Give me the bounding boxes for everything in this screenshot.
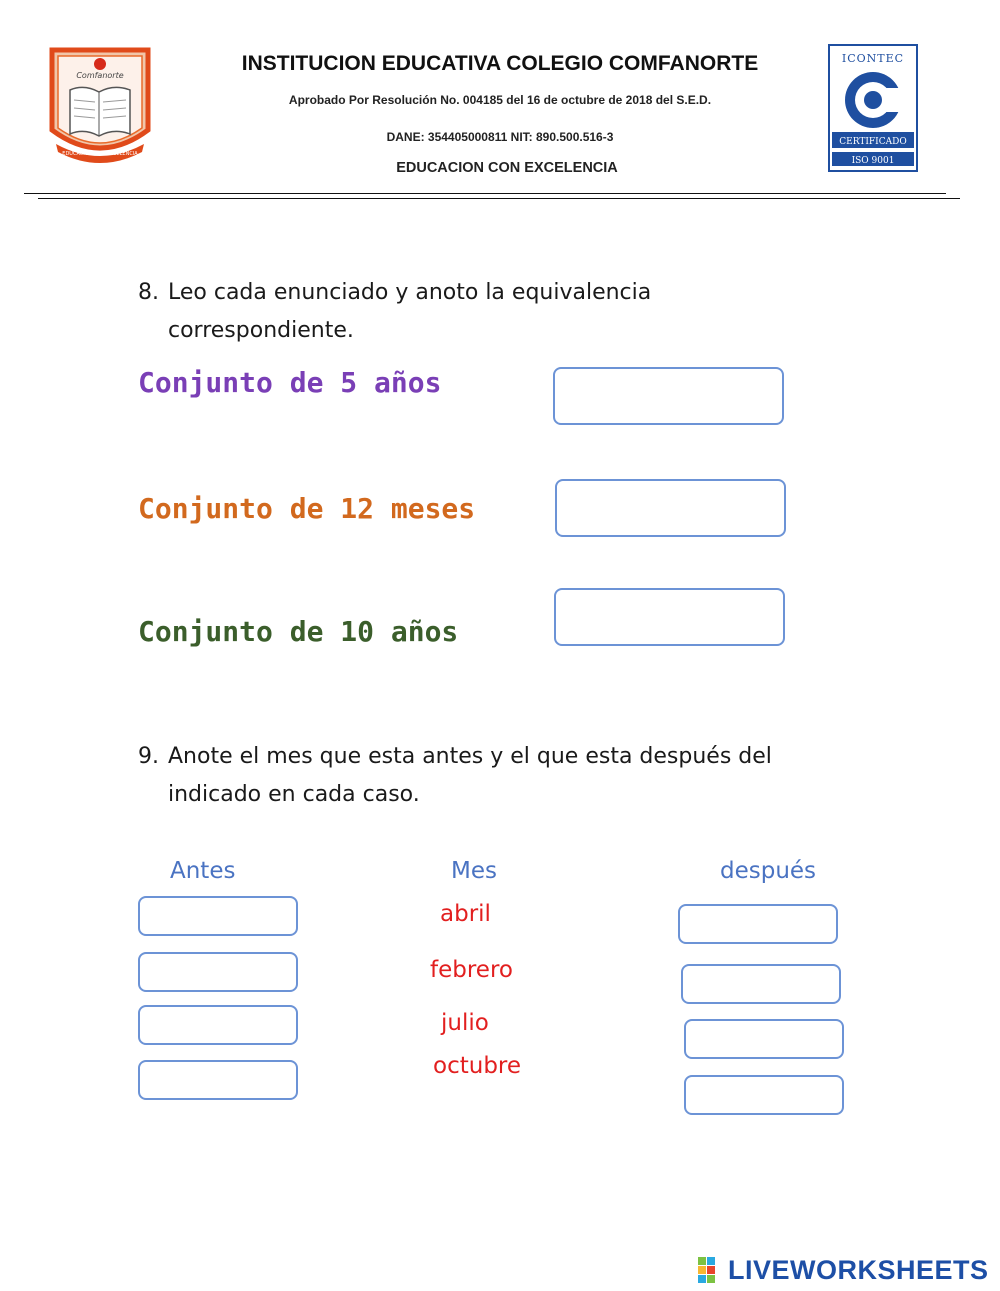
- month-julio: julio: [441, 1010, 489, 1036]
- column-header-after: después: [720, 858, 817, 884]
- question-9-number: 9.: [138, 744, 159, 769]
- statement-12-months: Conjunto de 12 meses: [138, 492, 476, 525]
- after-box-abril[interactable]: [678, 904, 838, 944]
- answer-box-5-years[interactable]: [553, 367, 784, 425]
- school-logo-caption: EDUCACION CON EXCELENCIA: [62, 151, 138, 157]
- before-box-julio[interactable]: [138, 1005, 298, 1045]
- icontec-label: CERTIFICADO: [839, 137, 907, 147]
- school-logo: [44, 44, 156, 166]
- statement-10-years: Conjunto de 10 años: [138, 615, 459, 648]
- header-divider-2: [38, 198, 960, 199]
- answer-box-10-years[interactable]: [554, 588, 785, 646]
- question-8-prompt: [138, 274, 858, 350]
- after-box-febrero[interactable]: [681, 964, 841, 1004]
- question-8-line2: correspondiente.: [168, 318, 354, 343]
- liveworksheets-text: LIVEWORKSHEETS: [728, 1254, 989, 1285]
- school-logo-brand: Comfanorte: [76, 71, 124, 80]
- before-box-abril[interactable]: [138, 896, 298, 936]
- question-8-line1: Leo cada enunciado y anoto la equivalencia: [168, 280, 652, 305]
- after-box-octubre[interactable]: [684, 1075, 844, 1115]
- question-8-number: 8.: [138, 280, 159, 305]
- motto: EDUCACION CON EXCELENCIA: [396, 160, 618, 176]
- icontec-brand: ICONTEC: [841, 52, 905, 65]
- after-box-julio[interactable]: [684, 1019, 844, 1059]
- header-divider: [24, 193, 946, 194]
- month-octubre: octubre: [433, 1053, 522, 1079]
- column-header-before: Antes: [170, 858, 236, 884]
- question-9-line1: Anote el mes que esta antes y el que esta después del: [168, 744, 772, 769]
- resolution-line: Aprobado Por Resolución No. 004185 del 16 de octubre de 2018 del S.E.D.: [288, 93, 712, 107]
- liveworksheets-logo: [698, 1255, 989, 1285]
- month-abril: abril: [440, 901, 491, 927]
- month-febrero: febrero: [430, 957, 513, 983]
- column-header-month: Mes: [451, 858, 497, 884]
- statement-5-years: Conjunto de 5 años: [138, 366, 442, 399]
- liveworksheets-icon: [698, 1257, 724, 1283]
- question-9-prompt: [138, 738, 858, 814]
- answer-box-12-months[interactable]: [555, 479, 786, 537]
- icontec-standard: ISO 9001: [851, 156, 895, 166]
- school-name: INSTITUCION EDUCATIVA COLEGIO COMFANORTE: [241, 52, 759, 75]
- question-9-line2: indicado en cada caso.: [168, 782, 420, 807]
- before-box-febrero[interactable]: [138, 952, 298, 992]
- before-box-octubre[interactable]: [138, 1060, 298, 1100]
- dane-nit-line: DANE: 354405000811 NIT: 890.500.516-3: [386, 130, 614, 144]
